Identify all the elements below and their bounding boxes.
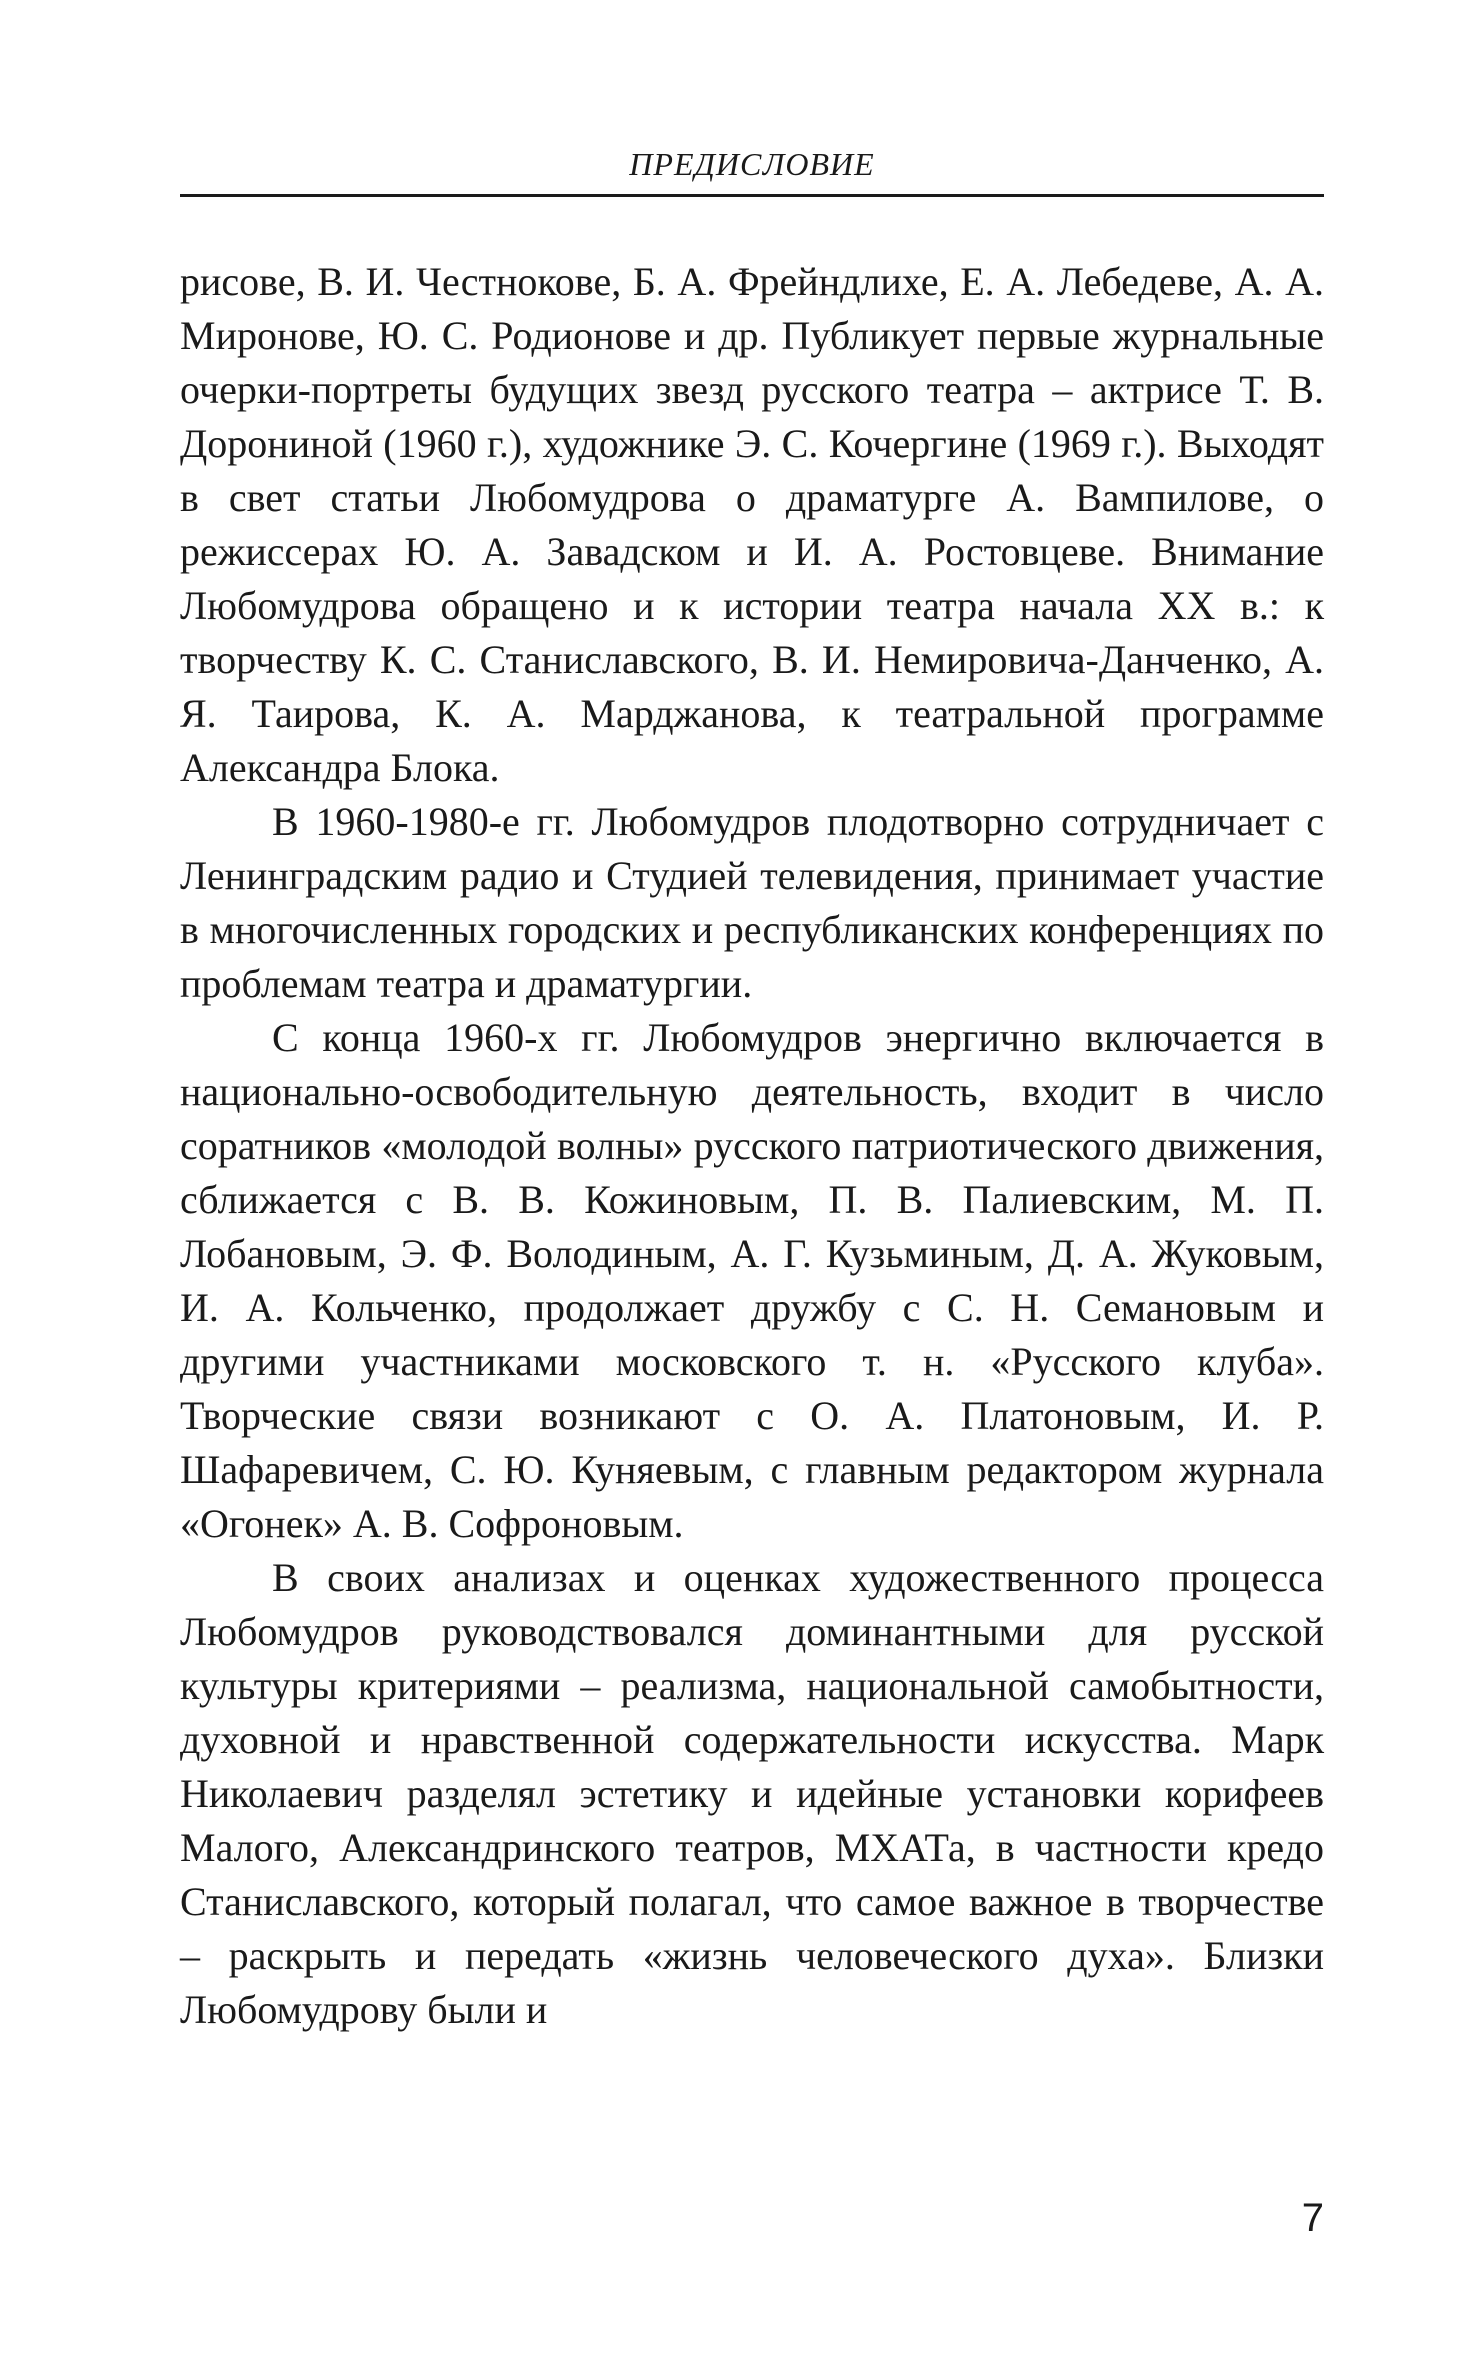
paragraph-4: В своих анализах и оценках художественного процесса Любомудров руководствовался доминантными для русской культуры критериями – реализма, национальной самобытности, духовной и нравственной содержательности искусства. Марк Николаевич разделял эстетику и идейные установки корифеев Малого, Александринского театров, МХАТа, в частности кредо Станиславского, который полагал, что самое важное в творчестве – раскрыть и передать «жизнь человеческого духа». Близки Любомудрову были и (180, 1555, 1324, 2032)
paragraph-1: рисове, В. И. Честнокове, Б. А. Фрейндлихе, Е. А. Лебедеве, А. А. Миронове, Ю. С. Родионове и др. Публикует первые журнальные очерки-портреты будущих звезд русского театра – актрисе Т. В. Дорониной (1960 г.), художнике Э. С. Кочергине (1969 г.). Выходят в свет статьи Любомудрова о драматурге А. Вампилове, о режиссерах Ю. А. Завадском и И. А. Ростовцеве. Внимание Любомудрова обращено и к истории театра начала XX в.: к творчеству К. С. Станиславского, В. И. Немировича-Данченко, А. Я. Таирова, К. А. Марджанова, к театральной программе Александра Блока. (180, 259, 1324, 790)
running-head-title: ПРЕДИСЛОВИЕ (629, 146, 875, 182)
body-text (180, 255, 1324, 2037)
paragraph-2: В 1960-1980-е гг. Любомудров плодотворно сотрудничает с Ленинградским радио и Студией телевидения, принимает участие в многочисленных городских и республиканских конференциях по проблемам театра и драматургии. (180, 799, 1324, 1006)
page-number: 7 (1301, 2196, 1324, 2240)
paragraph-3: С конца 1960-х гг. Любомудров энергично включается в национально-освободительную деятельность, входит в число соратников «молодой волны» русского патриотического движения, сближается с В. В. Кожиновым, П. В. Палиевским, М. П. Лобановым, Э. Ф. Володиным, А. Г. Кузьминым, Д. А. Жуковым, И. А. Кольченко, продолжает дружбу с С. Н. Семановым и другими участниками московского т. н. «Русского клуба». Творческие связи возникают с О. А. Платоновым, И. Р. Шафаревичем, С. Ю. Куняевым, с главным редактором журнала «Огонек» А. В. Софроновым. (180, 1015, 1324, 1546)
header-rule (180, 194, 1324, 197)
